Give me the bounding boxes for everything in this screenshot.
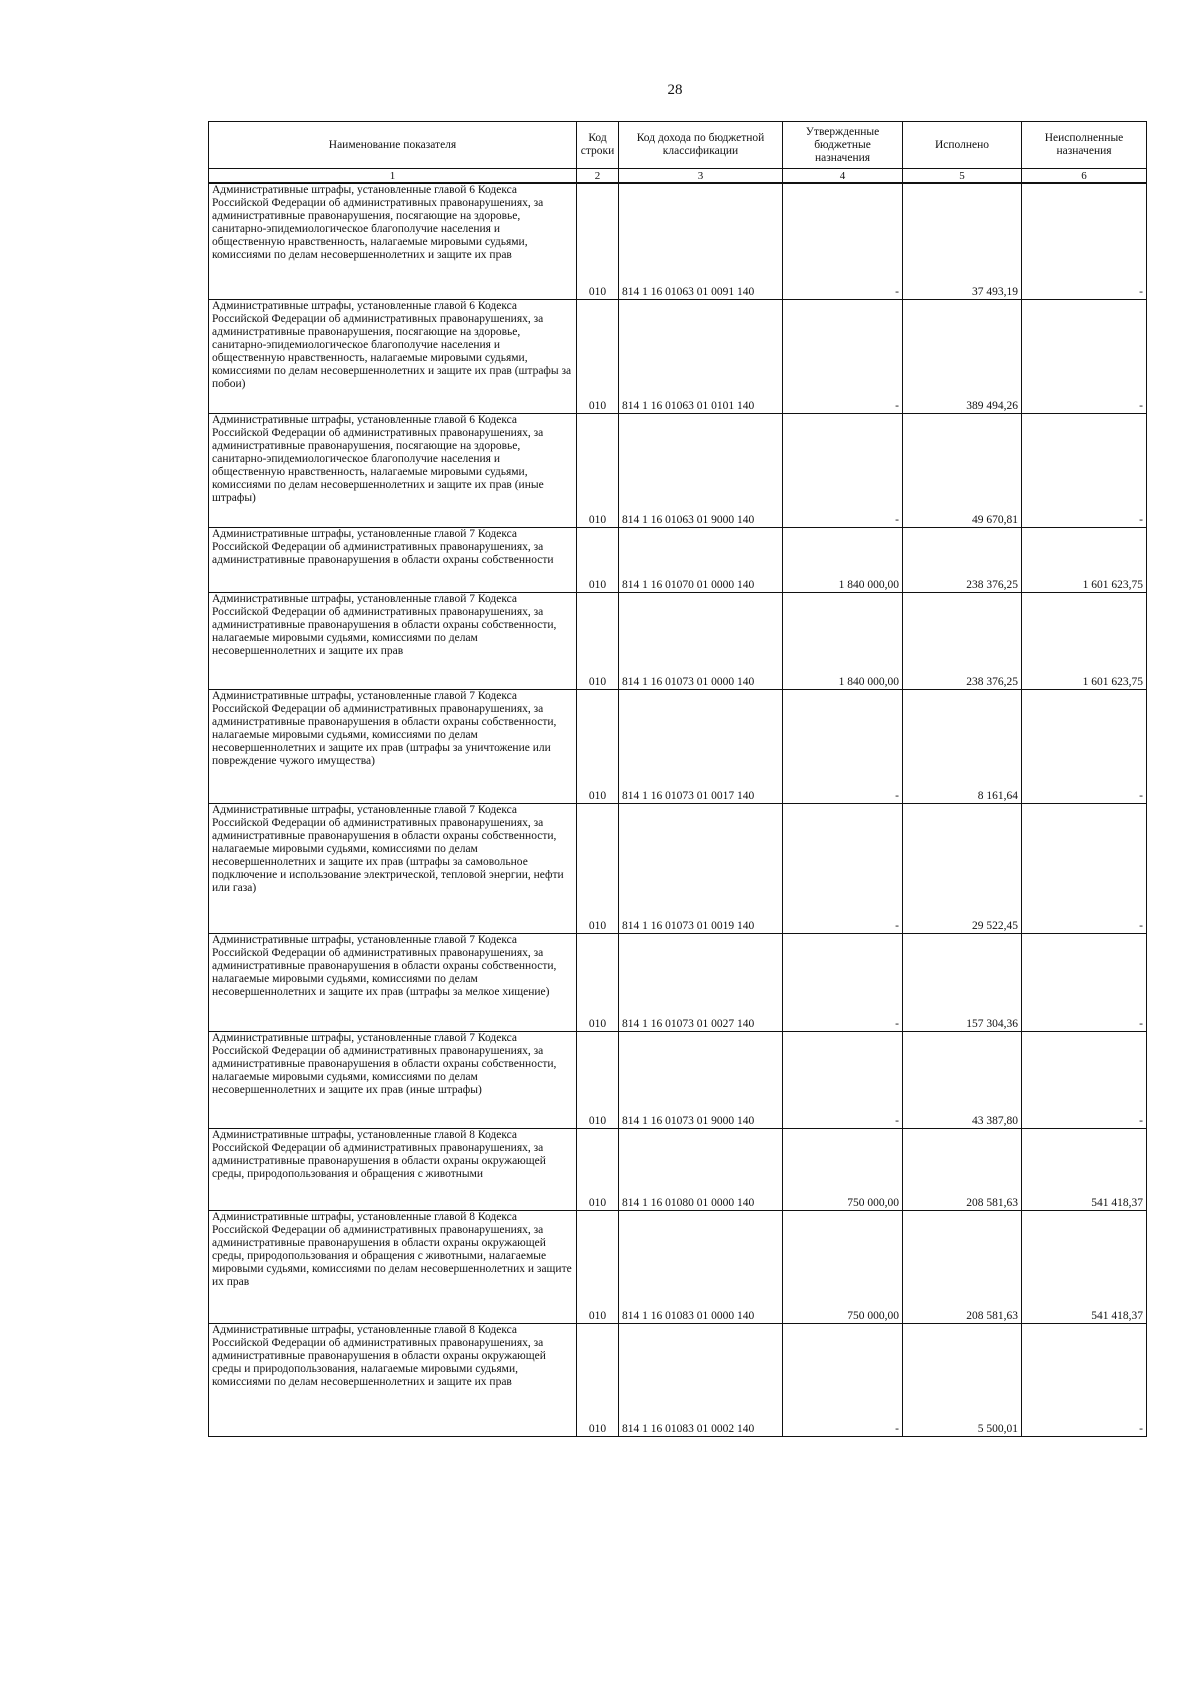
indicator-name: Административные штрафы, установленные главой 7 Кодекса Российской Федерации об административных правонарушениях, за административные правонарушения в области охраны собственности, налагаемые мировыми судьями, комиссиями по делам несовершеннолетних и защите их прав <box>209 592 577 689</box>
executed-amount: 157 304,36 <box>903 933 1022 1031</box>
indicator-name: Административные штрафы, установленные главой 6 Кодекса Российской Федерации об административных правонарушениях, за административные правонарушения, посягающие на здоровье, санитарно-эпидемиологическое благополучие населения и общественную нравственность, налагаемые мировыми судьями, комиссиями по делам несовершеннолетних и защите их прав (иные штрафы) <box>209 413 577 527</box>
indicator-name: Административные штрафы, установленные главой 8 Кодекса Российской Федерации об административных правонарушениях, за административные правонарушения в области охраны окружающей среды и природопользования, налагаемые мировыми судьями, комиссиями по делам несовершеннолетних и защите их прав <box>209 1323 577 1436</box>
approved-amount: - <box>783 183 903 299</box>
line-code: 010 <box>577 299 619 413</box>
table-row <box>209 1128 1147 1210</box>
unexecuted-amount: - <box>1022 803 1147 933</box>
column-number: 2 <box>577 169 619 184</box>
table-row <box>209 803 1147 933</box>
line-code: 010 <box>577 1210 619 1323</box>
table-row <box>209 299 1147 413</box>
unexecuted-amount: 1 601 623,75 <box>1022 527 1147 592</box>
page-number: 28 <box>667 82 683 98</box>
executed-amount: 238 376,25 <box>903 527 1022 592</box>
income-code: 814 1 16 01073 01 0027 140 <box>619 933 783 1031</box>
unexecuted-amount: - <box>1022 1323 1147 1436</box>
line-code: 010 <box>577 413 619 527</box>
table-row <box>209 1210 1147 1323</box>
line-code: 010 <box>577 527 619 592</box>
line-code: 010 <box>577 592 619 689</box>
executed-amount: 208 581,63 <box>903 1128 1022 1210</box>
table-row <box>209 527 1147 592</box>
income-code: 814 1 16 01080 01 0000 140 <box>619 1128 783 1210</box>
income-code: 814 1 16 01083 01 0002 140 <box>619 1323 783 1436</box>
header-indicator-name: Наименование показателя <box>209 122 577 169</box>
unexecuted-amount: 541 418,37 <box>1022 1210 1147 1323</box>
executed-amount: 43 387,80 <box>903 1031 1022 1128</box>
table-row <box>209 689 1147 803</box>
executed-amount: 5 500,01 <box>903 1323 1022 1436</box>
approved-amount: 750 000,00 <box>783 1128 903 1210</box>
executed-amount: 29 522,45 <box>903 803 1022 933</box>
executed-amount: 8 161,64 <box>903 689 1022 803</box>
column-number: 6 <box>1022 169 1147 184</box>
column-number: 3 <box>619 169 783 184</box>
line-code: 010 <box>577 933 619 1031</box>
income-code: 814 1 16 01073 01 0019 140 <box>619 803 783 933</box>
income-code: 814 1 16 01063 01 9000 140 <box>619 413 783 527</box>
executed-amount: 37 493,19 <box>903 183 1022 299</box>
table-row <box>209 1323 1147 1436</box>
unexecuted-amount: 541 418,37 <box>1022 1128 1147 1210</box>
approved-amount: 750 000,00 <box>783 1210 903 1323</box>
income-code: 814 1 16 01063 01 0101 140 <box>619 299 783 413</box>
table-row <box>209 592 1147 689</box>
unexecuted-amount: 1 601 623,75 <box>1022 592 1147 689</box>
unexecuted-amount: - <box>1022 413 1147 527</box>
indicator-name: Административные штрафы, установленные главой 7 Кодекса Российской Федерации об административных правонарушениях, за административные правонарушения в области охраны собственности <box>209 527 577 592</box>
unexecuted-amount: - <box>1022 183 1147 299</box>
line-code: 010 <box>577 1031 619 1128</box>
income-code: 814 1 16 01073 01 0017 140 <box>619 689 783 803</box>
indicator-name: Административные штрафы, установленные главой 8 Кодекса Российской Федерации об административных правонарушениях, за административные правонарушения в области охраны окружающей среды, природопользования и обращения с животными <box>209 1128 577 1210</box>
line-code: 010 <box>577 1128 619 1210</box>
indicator-name: Административные штрафы, установленные главой 6 Кодекса Российской Федерации об административных правонарушениях, за административные правонарушения, посягающие на здоровье, санитарно-эпидемиологическое благополучие населения и общественную нравственность, налагаемые мировыми судьями, комиссиями по делам несовершеннолетних и защите их прав (штрафы за побои) <box>209 299 577 413</box>
approved-amount: - <box>783 1031 903 1128</box>
line-code: 010 <box>577 183 619 299</box>
approved-amount: 1 840 000,00 <box>783 527 903 592</box>
indicator-name: Административные штрафы, установленные главой 7 Кодекса Российской Федерации об административных правонарушениях, за административные правонарушения в области охраны собственности, налагаемые мировыми судьями, комиссиями по делам несовершеннолетних и защите их прав (штрафы за самовольное подключение и использование электрической, тепловой энергии, нефти или газа) <box>209 803 577 933</box>
column-number: 4 <box>783 169 903 184</box>
unexecuted-amount: - <box>1022 299 1147 413</box>
unexecuted-amount: - <box>1022 689 1147 803</box>
income-code: 814 1 16 01073 01 0000 140 <box>619 592 783 689</box>
approved-amount: - <box>783 803 903 933</box>
table-header-row <box>209 122 1147 169</box>
executed-amount: 208 581,63 <box>903 1210 1022 1323</box>
income-code: 814 1 16 01073 01 9000 140 <box>619 1031 783 1128</box>
indicator-name: Административные штрафы, установленные главой 6 Кодекса Российской Федерации об административных правонарушениях, за административные правонарушения, посягающие на здоровье, санитарно-эпидемиологическое благополучие населения и общественную нравственность, налагаемые мировыми судьями, комиссиями по делам несовершеннолетних и защите их прав <box>209 183 577 299</box>
column-number-row <box>209 169 1147 184</box>
indicator-name: Административные штрафы, установленные главой 7 Кодекса Российской Федерации об административных правонарушениях, за административные правонарушения в области охраны собственности, налагаемые мировыми судьями, комиссиями по делам несовершеннолетних и защите их прав (иные штрафы) <box>209 1031 577 1128</box>
header-line-code: Код строки <box>577 122 619 169</box>
indicator-name: Административные штрафы, установленные главой 8 Кодекса Российской Федерации об административных правонарушениях, за административные правонарушения в области охраны окружающей среды, природопользования и обращения с животными, налагаемые мировыми судьями, комиссиями по делам несовершеннолетних и защите их прав <box>209 1210 577 1323</box>
income-code: 814 1 16 01063 01 0091 140 <box>619 183 783 299</box>
approved-amount: - <box>783 299 903 413</box>
table-row <box>209 183 1147 299</box>
column-number: 1 <box>209 169 577 184</box>
line-code: 010 <box>577 1323 619 1436</box>
table-row <box>209 413 1147 527</box>
executed-amount: 49 670,81 <box>903 413 1022 527</box>
header-approved: Утвержденные бюджетные назначения <box>783 122 903 169</box>
income-code: 814 1 16 01083 01 0000 140 <box>619 1210 783 1323</box>
indicator-name: Административные штрафы, установленные главой 7 Кодекса Российской Федерации об административных правонарушениях, за административные правонарушения в области охраны собственности, налагаемые мировыми судьями, комиссиями по делам несовершеннолетних и защите их прав (штрафы за уничтожение или повреждение чужого имущества) <box>209 689 577 803</box>
header-income-code: Код дохода по бюджетной классификации <box>619 122 783 169</box>
income-code: 814 1 16 01070 01 0000 140 <box>619 527 783 592</box>
approved-amount: - <box>783 413 903 527</box>
approved-amount: - <box>783 1323 903 1436</box>
indicator-name: Административные штрафы, установленные главой 7 Кодекса Российской Федерации об административных правонарушениях, за административные правонарушения в области охраны собственности, налагаемые мировыми судьями, комиссиями по делам несовершеннолетних и защите их прав (штрафы за мелкое хищение) <box>209 933 577 1031</box>
header-executed: Исполнено <box>903 122 1022 169</box>
unexecuted-amount: - <box>1022 1031 1147 1128</box>
executed-amount: 389 494,26 <box>903 299 1022 413</box>
executed-amount: 238 376,25 <box>903 592 1022 689</box>
table-row <box>209 933 1147 1031</box>
column-number: 5 <box>903 169 1022 184</box>
table-row <box>209 1031 1147 1128</box>
line-code: 010 <box>577 689 619 803</box>
approved-amount: - <box>783 933 903 1031</box>
unexecuted-amount: - <box>1022 933 1147 1031</box>
budget-execution-table <box>208 121 1147 1437</box>
line-code: 010 <box>577 803 619 933</box>
header-unexecuted: Неисполненные назначения <box>1022 122 1147 169</box>
approved-amount: 1 840 000,00 <box>783 592 903 689</box>
approved-amount: - <box>783 689 903 803</box>
